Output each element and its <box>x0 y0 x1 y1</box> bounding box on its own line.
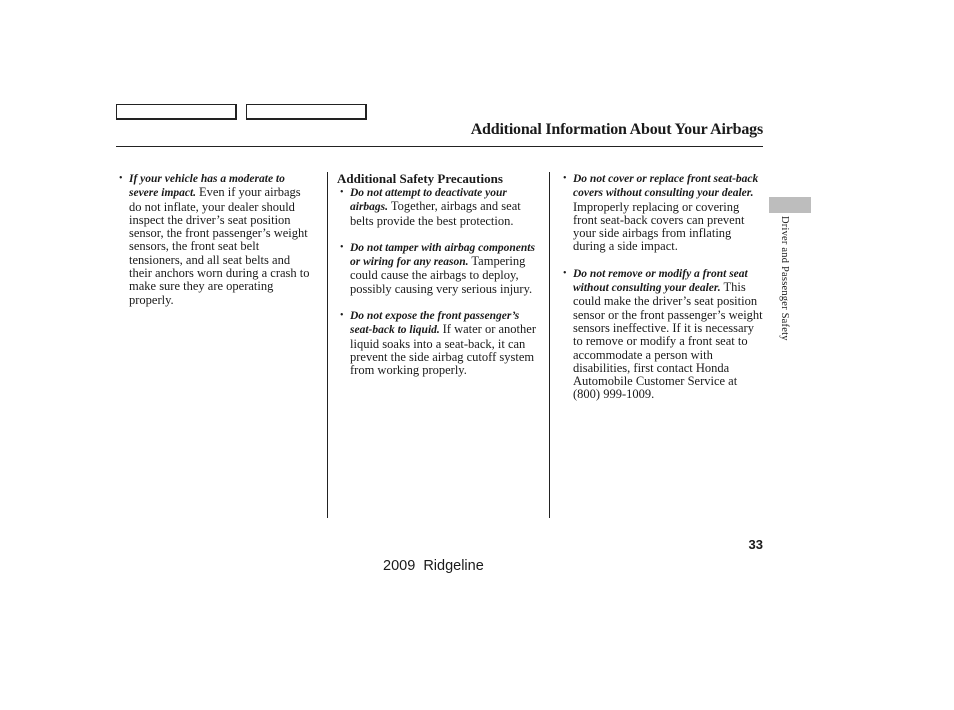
page-number: 33 <box>748 537 763 552</box>
bullet-lead: If your vehicle has a moderate to severe impact. <box>129 173 285 200</box>
bullet-item <box>560 267 764 402</box>
bullet-body: This could make the driver’s seat position sensor or the front passenger’s weight sensors ineffective. If it is necessary to remove or modify a front seat to accommodate a person with disabilities, first contact Honda Automobile Customer Service at (800) 999-1009. <box>573 280 763 402</box>
next-page-button[interactable] <box>246 104 367 120</box>
bullet-dot: • <box>563 267 567 279</box>
bullet-body: Improperly replacing or covering front seat-back covers can prevent your side airbags from inflating during a side impact. <box>573 199 745 254</box>
bullet-body: Together, airbags and seat belts provide the best protection. <box>350 199 521 228</box>
bullet-item <box>337 241 542 296</box>
bullet-lead: Do not remove or modify a front seat without consulting your dealer. <box>573 267 748 295</box>
column-3 <box>560 172 764 415</box>
column-1 <box>116 172 316 320</box>
bullet-item <box>337 186 542 228</box>
bullet-lead: Do not cover or replace front seat-back covers without consulting your dealer. <box>573 173 759 200</box>
section-label: Driver and Passenger Safety <box>779 216 790 341</box>
column-divider-2 <box>549 172 550 518</box>
bullet-dot: • <box>563 173 567 184</box>
bullet-body: If water or another liquid soaks into a seat-back, it can prevent the side airbag cutoff system from working properly. <box>350 322 536 378</box>
previous-page-button[interactable] <box>116 104 237 120</box>
bullet-dot: • <box>340 310 344 322</box>
footer-model: 2009 Ridgeline <box>383 558 484 574</box>
bullet-lead: Do not tamper with airbag components or wiring for any reason. <box>350 241 535 269</box>
section-heading: Additional Safety Precautions <box>337 171 503 186</box>
bullet-lead: Do not attempt to deactivate your airbags. <box>350 187 507 214</box>
section-tab <box>769 197 811 213</box>
title-divider <box>116 146 763 147</box>
bullet-body: Tampering could cause the airbags to deploy, possibly causing very serious injury. <box>350 254 533 296</box>
page-title: Additional Information About Your Airbags <box>470 121 763 138</box>
bullet-item <box>116 172 316 307</box>
column-2 <box>337 172 542 391</box>
bullet-item <box>337 309 542 377</box>
bullet-dot: • <box>340 187 344 198</box>
bullet-dot: • <box>119 173 123 184</box>
bullet-dot: • <box>340 241 344 253</box>
bullet-item <box>560 172 764 254</box>
column-divider-1 <box>327 172 328 518</box>
bullet-lead: Do not expose the front passenger’s seat-back to liquid. <box>350 310 520 337</box>
bullet-body: Even if your airbags do not inflate, your dealer should inspect the driver’s seat position sensor, the front passenger’s weight sensors, the front seat belt tensioners, and all seat belts and their anchors worn during a crash to make sure they are operating properly. <box>129 185 310 307</box>
